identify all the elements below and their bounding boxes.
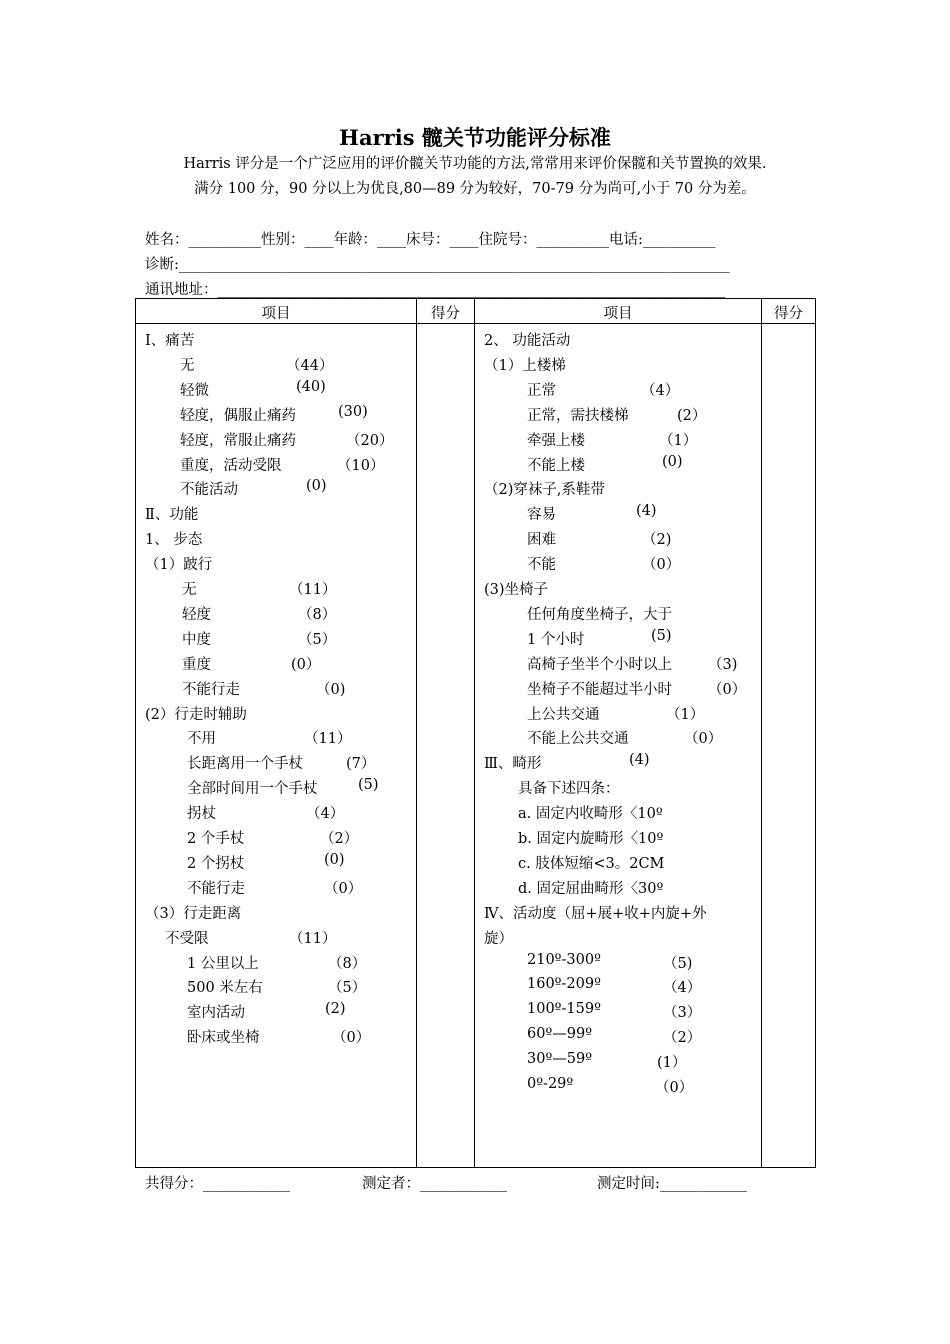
left-row-label: 不受限 bbox=[165, 930, 209, 947]
header-item-right: 项目 bbox=[603, 306, 633, 322]
left-row-label: 长距离用一个手杖 bbox=[187, 756, 303, 773]
right-row-label: 2、 功能活动 bbox=[484, 333, 571, 349]
right-row-label: 高椅子坐半个小时以上 bbox=[527, 656, 672, 673]
left-row-score: （11） bbox=[304, 731, 352, 748]
left-row-score: (40) bbox=[296, 378, 326, 395]
left-row-label: 轻度，常服止痛药 bbox=[180, 432, 296, 449]
left-row-label: 室内活动 bbox=[187, 1005, 245, 1022]
right-row-score: （0） bbox=[708, 681, 747, 698]
right-row-label: d. 固定屈曲畸形〈30º bbox=[518, 880, 664, 897]
left-row-score: （0） bbox=[332, 1030, 371, 1047]
left-row-score: （0) bbox=[316, 681, 346, 698]
right-row-label: 旋） bbox=[484, 930, 513, 947]
left-row-label: 重度 bbox=[182, 656, 211, 673]
left-row-score: （4） bbox=[306, 806, 345, 823]
right-row-label: 牵强上楼 bbox=[527, 432, 585, 449]
right-row-label: 正常 bbox=[527, 382, 556, 399]
right-row-label: （2)穿袜子,系鞋带 bbox=[484, 482, 605, 499]
right-row-label: 具备下述四条： bbox=[518, 781, 620, 798]
right-row-score: （2） bbox=[663, 1030, 702, 1047]
right-row-score: （0） bbox=[642, 557, 681, 574]
left-row-score: (0) bbox=[324, 851, 345, 868]
total-score-field: 共得分：____________ bbox=[145, 1176, 290, 1192]
page-title: Harris 髋关节功能评分标准 bbox=[339, 125, 611, 150]
left-row-label: （1）跛行 bbox=[145, 557, 213, 574]
right-row-label: 0º-29º bbox=[527, 1076, 574, 1092]
header-score-left: 得分 bbox=[431, 306, 460, 322]
right-row-label: 1 个小时 bbox=[527, 631, 585, 648]
left-row-score: (5) bbox=[358, 777, 379, 794]
left-row-label: （3）行走距离 bbox=[145, 905, 242, 922]
right-row-score: （0） bbox=[684, 731, 723, 748]
left-row-score: (7） bbox=[346, 756, 376, 773]
right-row-label: （1）上楼梯 bbox=[484, 357, 566, 374]
left-row-label: 全部时间用一个手杖 bbox=[187, 781, 318, 798]
right-row-label: Ⅳ、活动度（屈+展+收+内旋+外 bbox=[484, 905, 707, 922]
right-row-label: (3)坐椅子 bbox=[484, 582, 549, 598]
left-row-label: 重度，活动受限 bbox=[180, 457, 282, 474]
left-row-label: 轻度 bbox=[182, 606, 211, 623]
right-row-label: 30º—59º bbox=[527, 1051, 593, 1068]
left-row-label: (2）行走时辅助 bbox=[145, 706, 247, 723]
right-row-label: 100º-159º bbox=[527, 1001, 601, 1018]
intro-line-1: Harris 评分是一个广泛应用的评价髋关节功能的方法,常常用来评价保髋和关节置换的效果. bbox=[183, 156, 767, 172]
left-row-score: （44） bbox=[286, 357, 334, 374]
right-row-label: 不能上楼 bbox=[527, 457, 585, 474]
left-row-score: （11） bbox=[289, 930, 337, 947]
diagnosis-line: 诊断:____________________________________________________________________________ bbox=[145, 257, 730, 273]
right-row-score: (0) bbox=[662, 453, 683, 470]
patient-info-line: 姓名：__________性别：____年龄：____床号：____住院号：__________电话:__________ bbox=[145, 232, 716, 248]
right-row-score: (4) bbox=[636, 503, 657, 520]
left-row-label: 2 个手杖 bbox=[187, 831, 245, 847]
right-row-score: （4） bbox=[663, 980, 702, 997]
right-row-score: （4） bbox=[641, 382, 680, 399]
right-row-label: 坐椅子不能超过半小时 bbox=[527, 681, 672, 698]
left-row-score: （5） bbox=[298, 631, 337, 648]
left-row-score: （8） bbox=[328, 955, 367, 972]
left-row-score: （5） bbox=[328, 980, 367, 997]
left-row-label: 轻度，偶服止痛药 bbox=[180, 407, 296, 424]
right-row-label: 210º-300º bbox=[527, 951, 601, 968]
left-row-label: 无 bbox=[182, 582, 197, 598]
right-row-label: 不能 bbox=[527, 557, 556, 574]
left-row-label: Ⅰ、痛苦 bbox=[145, 333, 195, 349]
right-row-score: （2) bbox=[642, 532, 672, 549]
left-row-score: （11） bbox=[289, 582, 337, 598]
right-row-label: 容易 bbox=[527, 507, 556, 524]
left-row-label: 不能行走 bbox=[182, 681, 240, 698]
left-row-score: （20） bbox=[346, 432, 394, 449]
left-row-label: 拐杖 bbox=[187, 806, 216, 823]
left-row-score: （0） bbox=[324, 880, 363, 897]
left-row-label: 2 个拐杖 bbox=[187, 855, 245, 872]
left-row-label: 不能行走 bbox=[187, 880, 245, 897]
right-row-score: （1） bbox=[659, 432, 698, 449]
left-row-score: (30) bbox=[338, 403, 368, 420]
right-row-label: 160º-209º bbox=[527, 976, 601, 993]
header-item-left: 项目 bbox=[261, 306, 291, 322]
right-row-label: b. 固定内旋畸形〈10º bbox=[518, 831, 664, 847]
left-row-score: （2） bbox=[320, 831, 359, 847]
right-row-label: c. 肢体短缩<3。2CM bbox=[518, 855, 665, 872]
header-score-right: 得分 bbox=[774, 306, 803, 322]
right-row-label: Ⅲ、畸形 bbox=[484, 756, 542, 773]
right-row-score: （1） bbox=[666, 706, 705, 723]
left-row-label: 1、 步态 bbox=[145, 532, 203, 549]
left-row-score: （8） bbox=[298, 606, 337, 623]
right-row-label: 任何角度坐椅子，大于 bbox=[527, 606, 672, 623]
right-row-score: （3) bbox=[708, 656, 738, 673]
left-row-score: (0） bbox=[291, 656, 321, 673]
right-row-score: （0） bbox=[655, 1080, 694, 1096]
right-row-score: （3） bbox=[663, 1005, 702, 1022]
address-line: 通讯地址：______________________________________________________________________ bbox=[145, 282, 725, 298]
right-row-label: 困难 bbox=[527, 532, 556, 549]
right-row-label: 不能上公共交通 bbox=[527, 731, 629, 748]
left-row-label: 轻微 bbox=[180, 382, 209, 399]
right-row-score: (2） bbox=[677, 407, 707, 424]
left-row-score: （10） bbox=[337, 457, 385, 474]
left-row-score: (0) bbox=[306, 478, 327, 495]
right-row-label: 正常，需扶楼梯 bbox=[527, 407, 629, 424]
assessment-time-field: 测定时间:____________ bbox=[597, 1176, 747, 1192]
left-row-label: 1 公里以上 bbox=[187, 955, 259, 972]
intro-line-2: 满分 100 分，90 分以上为优良,80—89 分为较好，70-79 分为尚可,小于 70 分为差。 bbox=[194, 181, 756, 197]
left-row-label: Ⅱ、功能 bbox=[145, 507, 199, 524]
left-row-score: (2) bbox=[325, 1001, 346, 1018]
right-row-label: 60º—99º bbox=[527, 1026, 593, 1043]
left-row-label: 无 bbox=[180, 357, 195, 374]
left-row-label: 中度 bbox=[182, 631, 211, 648]
left-row-label: 不用 bbox=[187, 731, 216, 748]
left-row-label: 500 米左右 bbox=[187, 980, 263, 997]
right-row-score: (5) bbox=[651, 627, 672, 644]
right-row-label: 上公共交通 bbox=[527, 706, 600, 723]
assessor-field: 测定者：____________ bbox=[362, 1176, 507, 1192]
right-row-score: （5) bbox=[663, 955, 693, 972]
right-row-score: (4) bbox=[629, 752, 650, 769]
right-row-label: a. 固定内收畸形〈10º bbox=[518, 806, 663, 823]
right-row-score: (1） bbox=[657, 1055, 687, 1072]
left-row-label: 不能活动 bbox=[180, 482, 238, 499]
left-row-label: 卧床或坐椅 bbox=[187, 1030, 260, 1047]
